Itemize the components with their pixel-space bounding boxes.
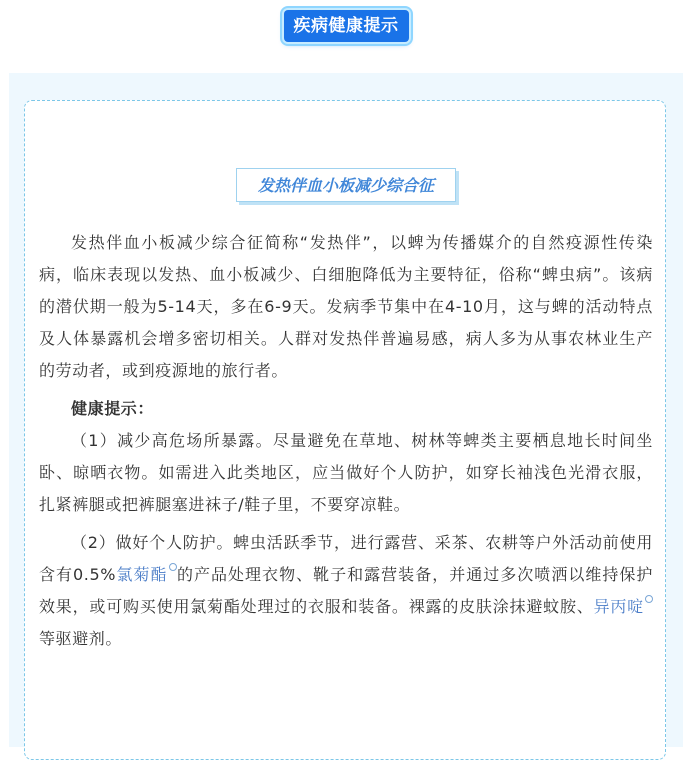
header-badge: 疾病健康提示 [284,10,409,42]
article-content [39,227,653,655]
permethrin-link[interactable]: 氯菊酯 [116,565,168,584]
tip-2-paragraph [39,527,653,655]
tips-heading: 健康提示： [71,399,155,418]
search-icon[interactable] [169,563,177,571]
section-title: 发热伴血小板减少综合征 [236,168,456,202]
intro-paragraph: 发热伴血小板减少综合征简称“发热伴”，以蜱为传播媒介的自然疫源性传染病，临床表现以发热、血小板减少、白细胞降低为主要特征，俗称“蜱虫病”。该病的潜伏期一般为5-14天，多在6-9天。发病季节集中在4-10月，这与蜱的活动特点及人体暴露机会增多密切相关。人群对发热伴普遍易感，病人多为从事农林业生产的劳动者，或到疫源地的旅行者。 [39,233,653,380]
tip-2-text-part2: 的产品处理衣物、靴子和露营装备，并通过多次喷洒以维持保护效果，或可购买使用氯菊酯处理过的衣服和装备。裸露的皮肤涂抹避蚊胺、 [39,565,653,616]
header-badge-container [0,10,692,42]
search-icon[interactable] [645,595,653,603]
tip-2-text-part1: （2）做好个人防护。蜱虫活跃季节，进行露营、采茶、农耕等户外活动前使用含有0.5% [39,533,653,584]
tip-1-paragraph: （1）减少高危场所暴露。尽量避免在草地、树林等蜱类主要栖息地长时间坐卧、晾晒衣物。如需进入此类地区，应当做好个人防护，如穿长袖浅色光滑衣服，扎紧裤腿或把裤腿塞进袜子/鞋子里，不要穿凉鞋。 [39,431,653,514]
icaridin-link[interactable]: 异丙啶 [593,597,644,616]
tip-2-text-part3: 等驱避剂。 [39,629,123,648]
